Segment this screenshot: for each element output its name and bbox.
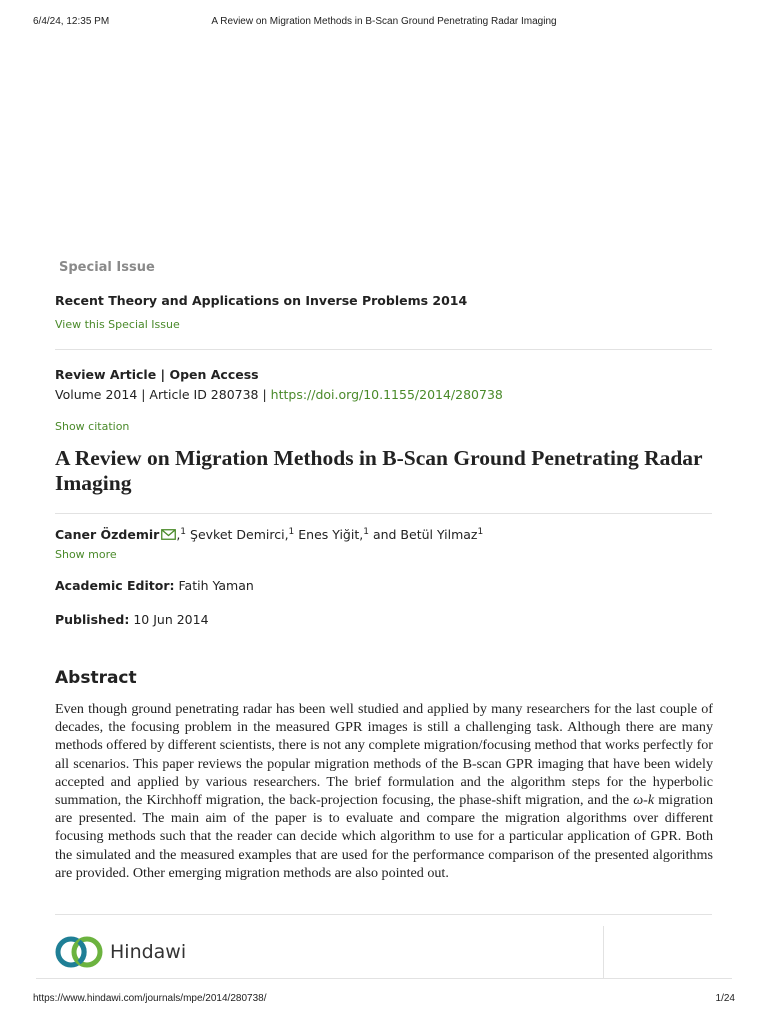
author-name[interactable]: Şevket Demirci, bbox=[190, 527, 289, 542]
math-omega-k: ω-k bbox=[633, 792, 655, 809]
print-header bbox=[33, 16, 735, 30]
abstract-heading: Abstract bbox=[55, 668, 137, 688]
divider bbox=[55, 513, 712, 514]
print-footer bbox=[33, 993, 735, 1007]
hindawi-logo[interactable] bbox=[55, 932, 186, 972]
abstract-text-part: migration are presented. The main aim of the paper is to evaluate and compare the migration algorithms over different focusing methods such that the reader can decide which algorithm to use for a particular application of GPR. Both the simulated and the measured examples that are used for the performance comparison of the presented algorithms are provided. Other emerging migration methods are also pointed out. bbox=[55, 792, 713, 881]
show-citation-link[interactable]: Show citation bbox=[55, 420, 130, 433]
footer-divider bbox=[603, 926, 604, 978]
abstract-text-part: Even though ground penetrating radar has been well studied and applied by many researchers for the last couple of decades, the focusing problem in the measured GPR images is still a challenging task. Although there are many methods offered by different scientists, there is not any complete migration/focusing method that works perfectly for all scenarios. This paper reviews the popular migration methods of the B-scan GPR imaging that have been widely accepted and applied by various researchers. The brief formulation and the algorithm steps for the hyperbolic summation, the Kirchhoff migration, the back-projection focusing, the phase-shift migration, and the bbox=[55, 701, 713, 809]
print-page-title: A Review on Migration Methods in B-Scan Ground Penetrating Radar Imaging bbox=[211, 16, 557, 27]
hindawi-logo-text: Hindawi bbox=[110, 941, 187, 963]
print-url: https://www.hindawi.com/journals/mpe/2014/280738/ bbox=[33, 993, 267, 1004]
published-value: 10 Jun 2014 bbox=[133, 612, 209, 627]
editor-name: Fatih Yaman bbox=[178, 578, 254, 593]
divider bbox=[55, 914, 712, 915]
hindawi-logo-icon bbox=[55, 932, 105, 972]
print-date: 6/4/24, 12:35 PM bbox=[33, 16, 110, 27]
article-title: A Review on Migration Methods in B-Scan Ground Penetrating Radar Imaging bbox=[55, 446, 703, 495]
author-name[interactable]: and Betül Yilmaz bbox=[372, 527, 478, 542]
affiliation-sup: 1 bbox=[363, 527, 369, 537]
article-type: Review Article | Open Access bbox=[55, 367, 259, 382]
volume-info: Volume 2014 | Article ID 280738 | bbox=[55, 387, 271, 402]
email-icon[interactable] bbox=[161, 529, 176, 540]
published-label: Published: bbox=[55, 612, 130, 627]
academic-editor bbox=[55, 578, 254, 593]
affiliation-sup: 1 bbox=[180, 527, 187, 537]
abstract-text bbox=[55, 700, 713, 882]
divider bbox=[55, 349, 712, 350]
print-page-number: 1/24 bbox=[715, 993, 735, 1004]
affiliation-sup: 1 bbox=[477, 527, 484, 537]
view-special-issue-link[interactable]: View this Special Issue bbox=[55, 318, 180, 331]
author-name[interactable]: Caner Özdemir bbox=[55, 527, 160, 542]
affiliation-sup: 1 bbox=[288, 527, 295, 537]
author-name[interactable]: Enes Yiğit, bbox=[298, 527, 364, 542]
doi-link[interactable]: https://doi.org/10.1155/2014/280738 bbox=[270, 387, 503, 402]
volume-line bbox=[55, 387, 503, 402]
author-list: Caner Özdemir ,$^1$ Şevket Demirci,$^1$ Enes Yiğit,$^1$ and Betül Yilmaz$^1$ bbox=[55, 527, 484, 542]
special-issue-title: Recent Theory and Applications on Inverse Problems 2014 bbox=[55, 293, 468, 308]
editor-label: Academic Editor: bbox=[55, 578, 175, 593]
special-issue-label: Special Issue bbox=[59, 260, 155, 275]
footer-line bbox=[36, 978, 732, 979]
show-more-link[interactable]: Show more bbox=[55, 548, 117, 561]
published-date bbox=[55, 612, 209, 627]
